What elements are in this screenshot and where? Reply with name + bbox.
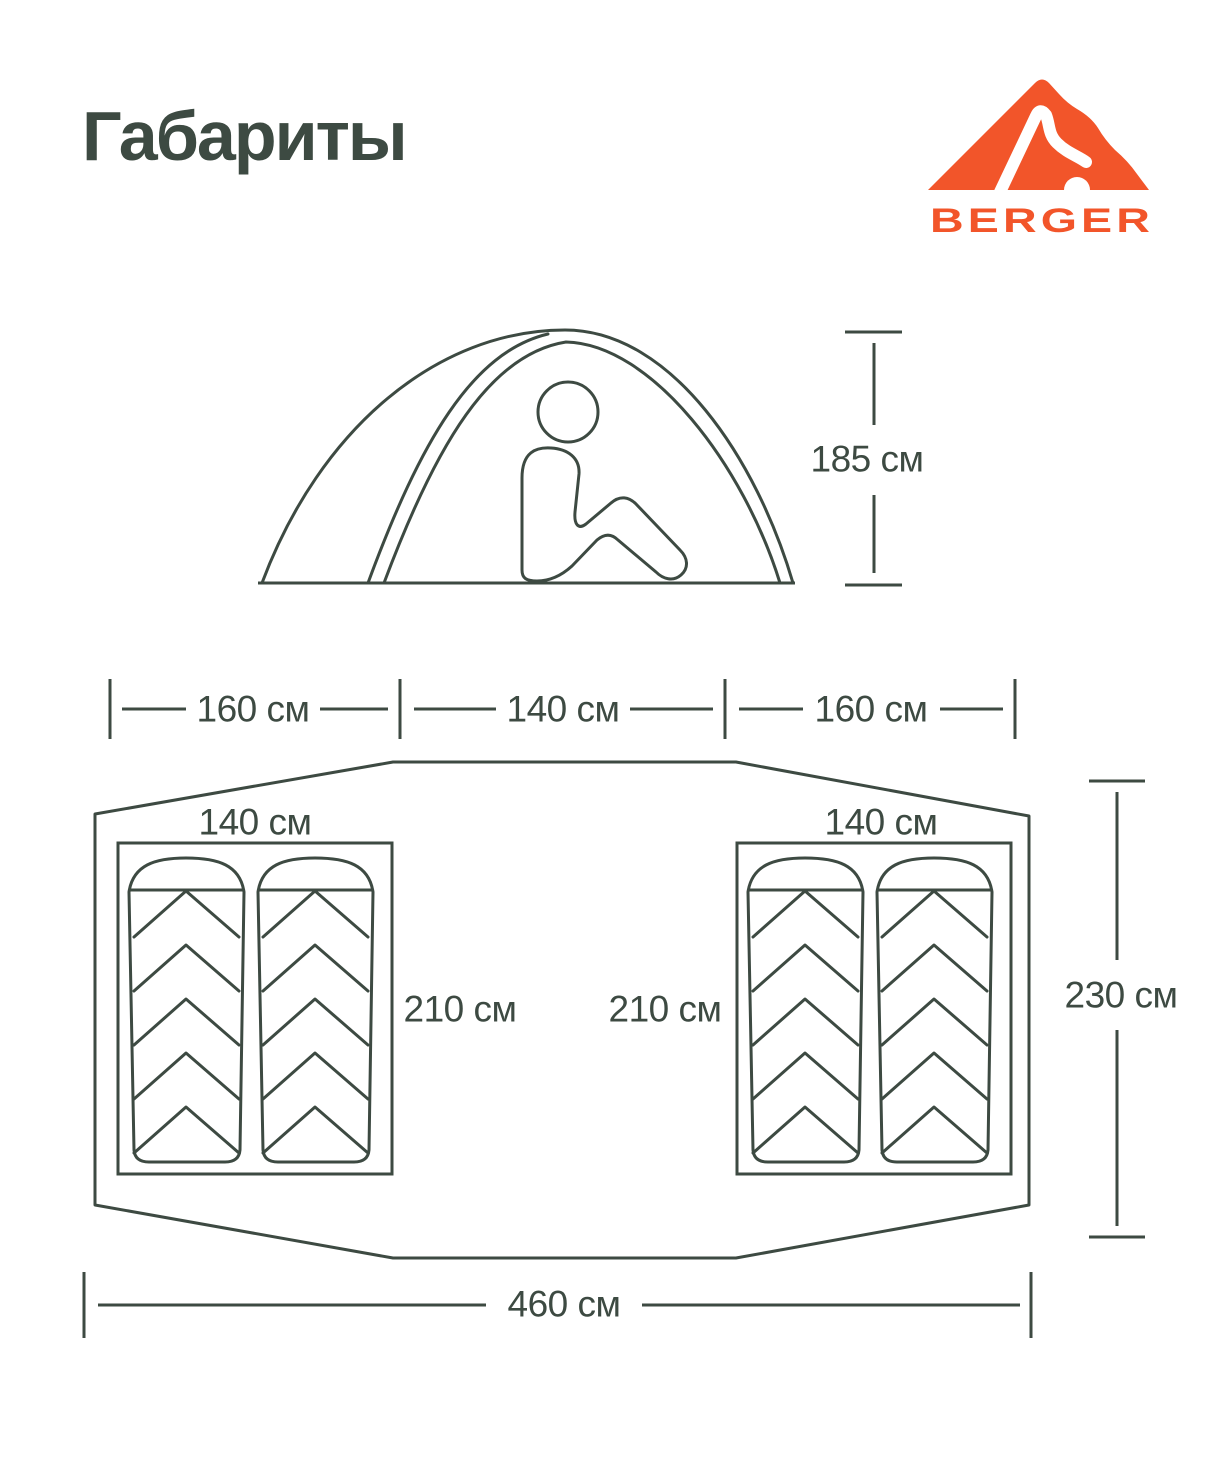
sleeping-bag-line — [753, 1053, 858, 1099]
sleeping-bag-line — [134, 945, 239, 991]
sleeping-bag-line — [882, 1053, 987, 1099]
sleeping-bag-line — [882, 1107, 987, 1153]
sleeping-bag-line — [134, 1107, 239, 1153]
dimension-widths-row — [110, 679, 1015, 739]
height-label: 185 см — [810, 438, 924, 480]
left-section-width-label: 160 см — [196, 688, 310, 730]
sleeping-bag-line — [877, 858, 992, 1162]
person-icon — [522, 382, 687, 581]
sleeping-bag-line — [134, 1053, 239, 1099]
sleeping-bag-line — [753, 999, 858, 1045]
left-room — [118, 843, 392, 1174]
tent-side-view — [258, 330, 795, 583]
sleeping-bag-line — [882, 891, 987, 937]
brand-wordmark: BERGER — [930, 202, 1154, 240]
left-room-length-label: 210 см — [403, 988, 517, 1030]
dimension-height — [811, 332, 924, 585]
sleeping-bag-line — [263, 891, 368, 937]
person-head — [538, 382, 598, 442]
sleeping-bag-line — [134, 999, 239, 1045]
sleeping-bag-line — [258, 858, 373, 1162]
sleeping-bags — [129, 858, 992, 1162]
left-room-width-label: 140 см — [198, 801, 312, 843]
sleeping-bag-line — [882, 999, 987, 1045]
right-room — [737, 843, 1011, 1174]
sleeping-bag-line — [753, 891, 858, 937]
dimension-depth — [1065, 781, 1178, 1237]
sleeping-bag-line — [263, 945, 368, 991]
middle-section-width-label: 140 см — [506, 688, 620, 730]
total-width-label: 460 см — [507, 1283, 621, 1325]
sleeping-bag-line — [263, 1107, 368, 1153]
tent-floor-plan — [95, 762, 1029, 1258]
right-room-length-label: 210 см — [608, 988, 722, 1030]
sleeping-bag-line — [748, 858, 863, 1162]
sleeping-bag-line — [753, 945, 858, 991]
right-section-width-label: 160 см — [814, 688, 928, 730]
sleeping-bag-line — [263, 999, 368, 1045]
dimension-total-width — [84, 1272, 1031, 1338]
depth-label: 230 см — [1064, 974, 1178, 1016]
page-title: Габариты — [82, 97, 406, 175]
tent-door-arch — [384, 342, 780, 583]
sleeping-bag-line — [753, 1107, 858, 1153]
sleeping-bag-line — [882, 945, 987, 991]
right-room-width-label: 140 см — [824, 801, 938, 843]
sleeping-bag-line — [134, 891, 239, 937]
sleeping-bag-line — [263, 1053, 368, 1099]
person-body — [522, 448, 687, 581]
sleeping-bag-line — [129, 858, 244, 1162]
